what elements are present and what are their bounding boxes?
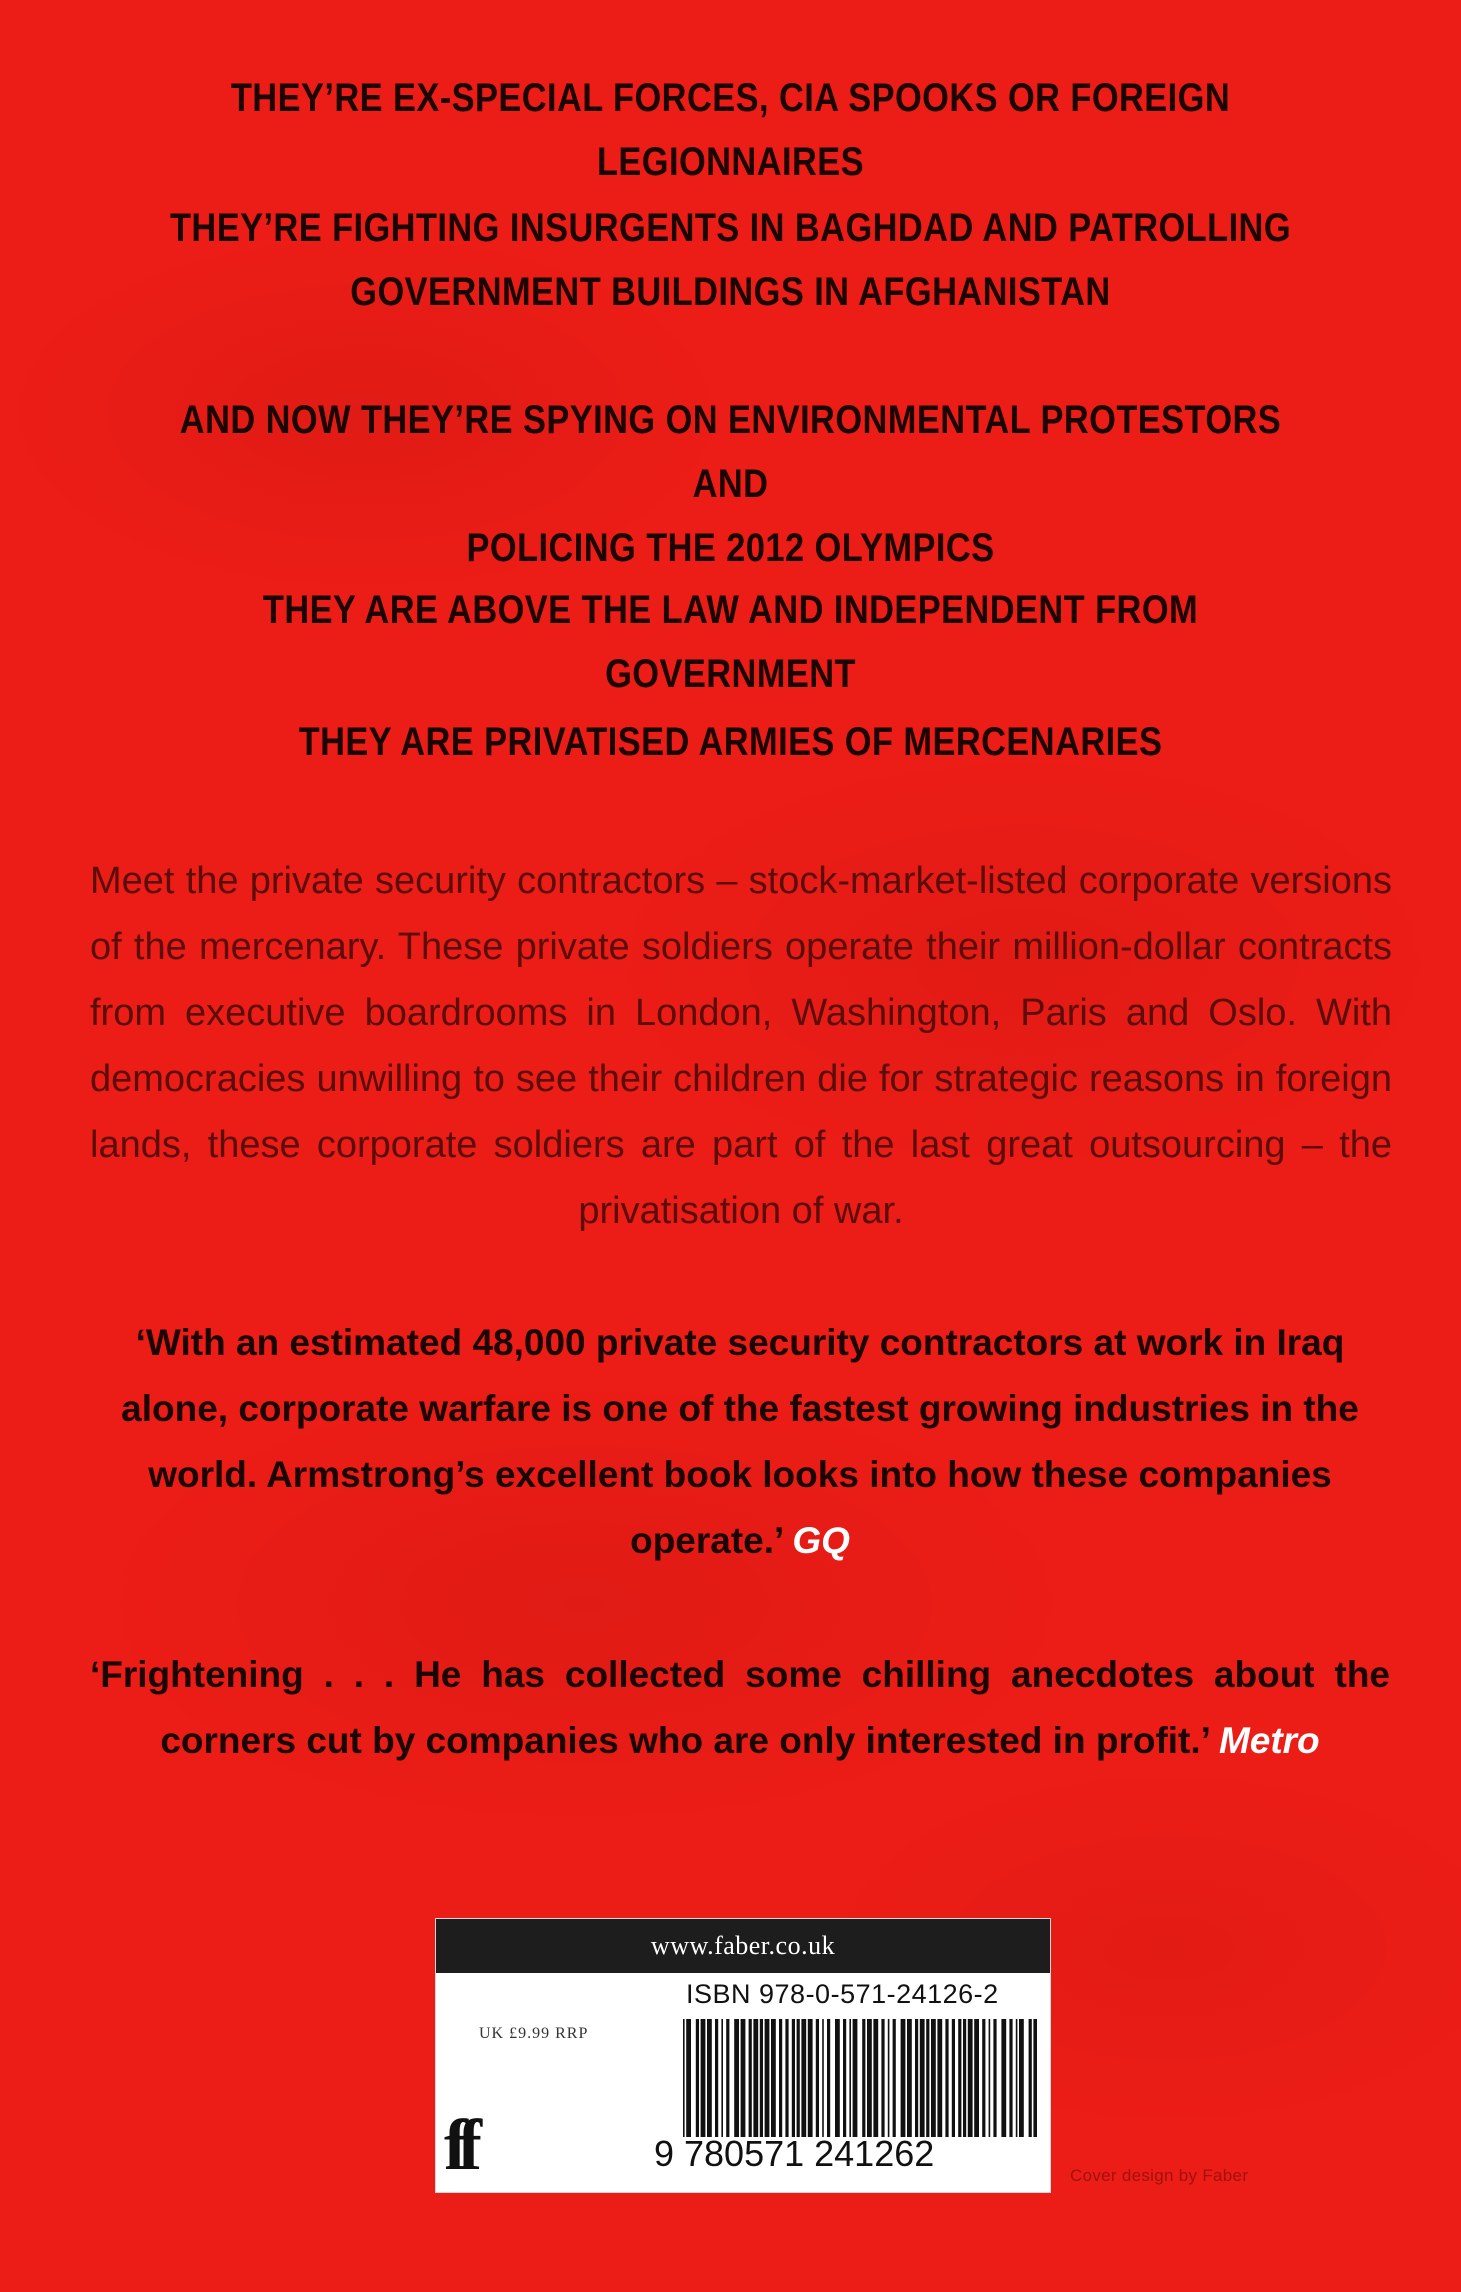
barcode-label — [435, 1918, 1051, 2193]
headline-1: THEY’RE EX-SPECIAL FORCES, CIA SPOOKS OR FOREIGN LEGIONNAIRES — [230, 76, 1231, 184]
headline-5: THEY ARE PRIVATISED ARMIES OF MERCENARIES — [298, 720, 1163, 764]
barcode-digits — [654, 2133, 1050, 2175]
barcode-icon — [681, 2019, 1039, 2137]
review-quote-text: ‘Frightening . . . He has collected some chilling anecdotes about the corners cut by companies who are only interested in profit.’ — [90, 1654, 1390, 1761]
faber-logo: ff — [444, 2105, 472, 2185]
review-source: GQ — [792, 1520, 850, 1561]
review-quote-2 — [90, 1642, 1390, 1774]
headline-2: THEY’RE FIGHTING INSURGENTS IN BAGHDAD AND PATROLLING GOVERNMENT BUILDINGS IN AFGHANISTAN — [169, 206, 1292, 314]
review-quote-1 — [105, 1310, 1375, 1574]
review-source: Metro — [1218, 1720, 1320, 1761]
headline-4: THEY ARE ABOVE THE LAW AND INDEPENDENT FROM GOVERNMENT — [262, 588, 1199, 696]
isbn-number: ISBN 978-0-571-24126-2 — [686, 1979, 999, 2009]
barcode-number: 780571 241262 — [684, 2133, 935, 2174]
price-label: UK £9.99 RRP — [479, 2025, 589, 2042]
review-quote-text: ‘With an estimated 48,000 private security contractors at work in Iraq alone, corporate warfare is one of the fastest growing industries in the world. Armstrong’s excellent book looks into how these companies operate.’ — [121, 1322, 1359, 1561]
barcode-first-digit: 9 — [654, 2133, 675, 2174]
cover-credit: Cover design by Faber — [1070, 2166, 1249, 2185]
headline-3: AND NOW THEY’RE SPYING ON ENVIRONMENTAL PROTESTORS AND POLICING THE 2012 OLYMPICS — [179, 398, 1282, 570]
blurb-paragraph: Meet the private security contractors – stock-market-listed corporate versions of the mercenary. These private soldiers operate their million-dollar contracts from executive boardrooms in London, Washington, Paris and Oslo. With democracies unwilling to see their children die for strategic reasons in foreign lands, these corporate soldiers are part of the last great outsourcing – the privatisation of war. — [90, 860, 1392, 1232]
publisher-url: www.faber.co.uk — [650, 1931, 836, 1960]
label-header — [436, 1919, 1050, 1973]
